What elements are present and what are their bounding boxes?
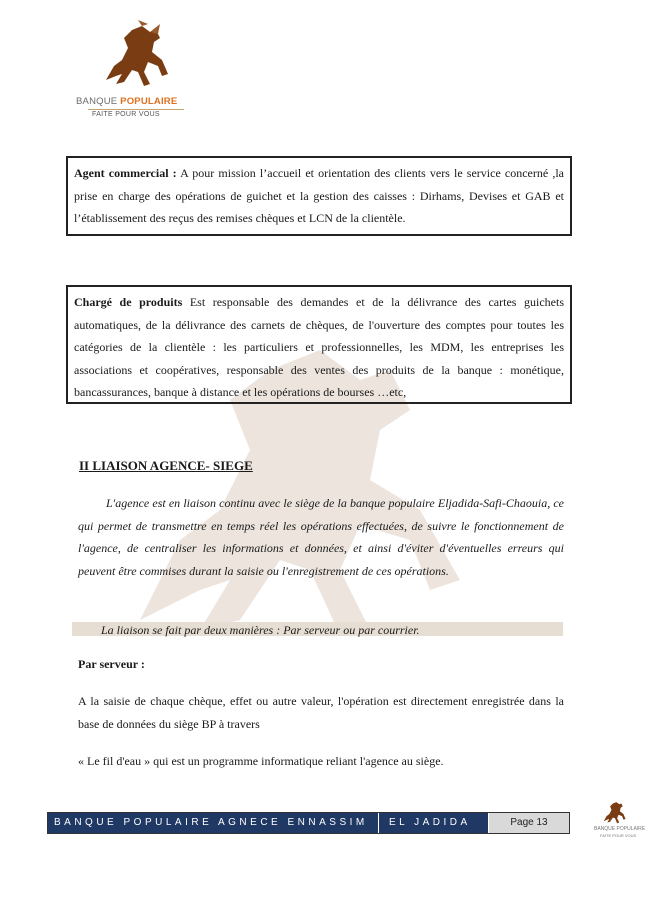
footer-page-number: Page 13 [488,813,569,833]
logo-divider [88,109,184,110]
footer-bank-agency: BANQUE POPULAIRE AGNECE ENNASSIM [48,813,378,833]
agent-commercial-text: A pour mission l’accueil et orientation des clients vers le service concerné ,la prise en charge des opérations de guichet et la gestion des caisses : Dirhams, Devises et GAB et l’établissement des reçus des remises chèques et LCN de la clientèle. [74,166,565,225]
charge-produits-text: Est responsable des demandes et de la délivrance des cartes guichets automatiques, de la délivrance des carnets de chèques, de l'ouverture des comptes pour toutes les catégories de la clientèle : les particuliers et professionnelles, les MDM, les entreprises les associations et coopératives, responsable des ventes des produits de la banque : monétique, bancassurances, banque à distance et les opérations de bourses …etc, [74,295,565,399]
footer-logo [594,800,645,852]
footer-horse-icon [600,800,630,826]
page-footer [47,812,570,834]
highlight-text: La liaison se fait par deux manières : Par serveur ou par courrier. [101,623,420,637]
fil-deau-paragraph: « Le fil d'eau » qui est un programme informatique reliant l'agence au siège. [78,754,444,768]
agent-commercial-label: Agent commercial : [74,166,177,180]
intro-paragraph: L'agence est en liaison continu avec le siège de la banque populaire Eljadida-Safi-Chaouia, ce qui permet de transmettre en temps réel les opérations effectuées, de suivre le fonctionnement de l'agence, de centraliser les informations et données, et ainsi d'éviter d'éventuelles erreurs qui peuvent être commises durant la saisie ou l'enregistrement de ces opérations. [78,496,564,578]
footer-logo-brand: BANQUE POPULAIRE [594,826,645,832]
logo-tagline: FAITE POUR VOUS [92,111,160,118]
footer-logo-tagline: FAITE POUR VOUS [600,833,637,838]
serveur-paragraph: A la saisie de chaque chèque, effet ou autre valeur, l'opération est directement enregistrée dans la base de données du siège BP à travers [78,694,564,731]
agent-commercial-box [66,156,572,236]
section-heading: II LIAISON AGENCE- SIEGE [79,458,253,473]
bank-logo [62,20,212,120]
logo-brand-text: BANQUE POPULAIRE [76,96,178,107]
footer-city: EL JADIDA [378,813,488,833]
charge-produits-box [66,285,572,404]
horse-logo-icon [98,20,178,94]
charge-produits-label: Chargé de produits [74,295,183,309]
sub-heading: Par serveur : [78,657,145,671]
